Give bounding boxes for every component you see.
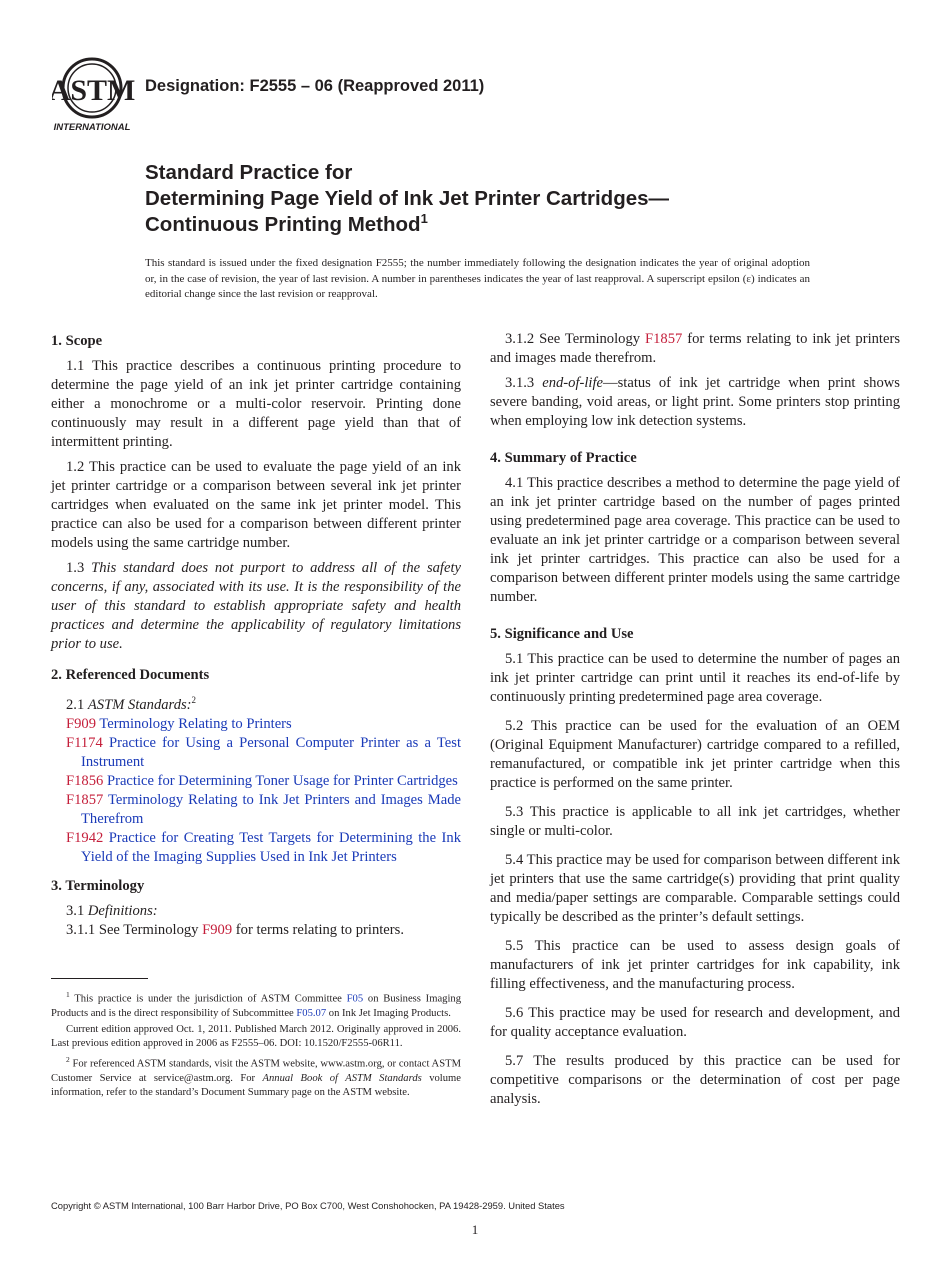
section-heading-scope: 1. Scope — [51, 333, 103, 349]
paragraph-5-5: 5.5 This practice can be used to assess design goals of manufacturers of ink jet printer cartridges for ink capability, ink filling effectiveness, and the manufacturing process. — [490, 938, 900, 992]
reference-code-link[interactable]: F1856 — [66, 772, 104, 789]
footnote-1-text-a: This practice is under the jurisdiction of ASTM Committee — [69, 993, 347, 1005]
paragraph-4-1: 4.1 This practice describes a method to determine the page yield of an ink jet printer cartridge based on the number of pages printed using predetermined page area coverage. This practice can be used to evaluate an ink jet printer cartridge or a comparison between several ink jet printer cartridges. This practice can also be used for a comparison between different printer models using the same cartridge number. — [490, 475, 900, 605]
reference-title-link[interactable]: Terminology Relating to Printers — [99, 715, 292, 732]
paragraph-3-1-number: 3.1 — [66, 902, 88, 919]
title-line-2: Determining Page Yield of Ink Jet Printer Cartridges— — [145, 187, 670, 210]
designation: Designation: F2555 – 06 (Reapproved 2011) — [145, 77, 485, 95]
astm-logo-graphic — [52, 56, 136, 134]
subcommittee-f05-07-link[interactable]: F05.07 — [296, 1007, 327, 1019]
footnote-1-mark: 1 — [66, 990, 70, 999]
reference-code-link[interactable]: F1857 — [66, 791, 104, 808]
title-line-3 — [145, 212, 905, 238]
paragraph-2-1-number: 2.1 — [66, 696, 88, 713]
reference-item — [51, 772, 461, 791]
paragraph-1-3 — [51, 559, 461, 654]
footnote-2-text-b: volume information, refer to the standard’s Document Summary page on the ASTM website. — [51, 1073, 461, 1099]
reference-title-link[interactable]: Practice for Creating Test Targets for Determining the Ink Yield of the Imaging Supplies Used in Ink Jet Printers — [81, 829, 461, 865]
paragraph-3-1-1-post: for terms relating to printers. — [232, 921, 404, 938]
paragraph-1-3-number: 1.3 — [66, 560, 92, 576]
paragraph-5-2: 5.2 This practice can be used for the evaluation of an OEM (Original Equipment Manufacturer) cartridge compared to a refilled, remanufactured, or compatible ink jet printer cartridge when this practice is performed on the same printer. — [490, 718, 900, 791]
terminology-f909-link[interactable]: F909 — [202, 921, 233, 938]
paragraph-2-1 — [51, 691, 461, 715]
paragraph-3-1-2-pre: 3.1.2 See Terminology — [505, 331, 645, 347]
section-heading-summary: 4. Summary of Practice — [490, 450, 637, 466]
title-line-1: Standard Practice for — [145, 161, 353, 184]
paragraph-3-1-2-post: for terms relating to ink jet printers and images made therefrom. — [490, 331, 901, 366]
footnote-1-edition: Current edition approved Oct. 1, 2011. Published March 2012. Originally approved in 2006. Last previous edition approved in 2006 as F2555–06. DOI: 10.1520/F2555-06R11. — [51, 1023, 461, 1050]
paragraph-5-4: 5.4 This practice may be used for comparison between different ink jet printers that use the same cartridge(s) providing that print quality and media/paper settings are comparable. Comparable settings could typically be described as the printer’s default settings. — [490, 852, 900, 925]
paragraph-5-7: 5.7 The results produced by this practice can be used for competitive comparisons or the determination of cost per page analysis. — [490, 1053, 900, 1107]
reference-title-link[interactable]: Practice for Using a Personal Computer Printer as a Test Instrument — [81, 734, 462, 770]
left-column — [51, 330, 461, 940]
paragraph-3-1-2 — [490, 330, 900, 368]
footnote-1-text-c: on Ink Jet Imaging Products. — [326, 1007, 451, 1019]
astm-logo — [52, 56, 136, 134]
footnote-2-text-a: For referenced ASTM standards, visit the ASTM website, www.astm.org, or contact ASTM Customer Service at service@astm.org. For — [51, 1058, 461, 1085]
page-number: 1 — [471, 1222, 479, 1237]
committee-f05-link[interactable]: F05 — [346, 993, 364, 1005]
paragraph-3-1-3-term: end-of-life — [542, 375, 604, 391]
section-heading-referenced-documents: 2. Referenced Documents — [51, 667, 210, 683]
paragraph-1-3-text: This standard does not purport to address all of the safety concerns, if any, associated with its use. It is the responsibility of the user of this standard to establish appropriate safety and health practices and determine the applicability of regulatory limitations prior to use. — [51, 560, 461, 652]
reference-item — [51, 791, 461, 829]
footnote-1 — [51, 988, 461, 1021]
section-heading-terminology: 3. Terminology — [51, 877, 145, 894]
reference-title-link[interactable]: Practice for Determining Toner Usage for Printer Cartridges — [106, 772, 458, 789]
footnotes — [51, 988, 461, 1102]
paragraph-3-1-text: Definitions: — [87, 902, 158, 919]
paragraph-2-1-text: ASTM Standards: — [87, 696, 192, 713]
footnote-divider — [51, 978, 148, 979]
paragraph-5-6: 5.6 This practice may be used for research and development, and for quality acceptance evaluation. — [490, 1005, 900, 1040]
title-line-3-text: Continuous Printing Method — [145, 213, 421, 236]
reference-code-link[interactable]: F909 — [66, 715, 97, 732]
footnote-2-mark: 2 — [66, 1055, 70, 1065]
paragraph-2-1-footnote-mark[interactable]: 2 — [191, 695, 197, 705]
intro-notice: This standard is issued under the fixed designation F2555; the number immediately following the designation indicates the year of original adoption or, in the case of revision, the year of last revision. A number in parentheses indicates the year of last reapproval. A superscript epsilon (ε) indicates an editorial change since the last revision or reapproval. — [145, 257, 810, 300]
footnote-1-text-b: on Business Imaging Products and is the direct responsibility of Subcommittee — [51, 993, 461, 1019]
paragraph-3-1-1-pre: 3.1.1 See Terminology — [66, 921, 203, 938]
paragraph-3-1-1 — [51, 921, 461, 940]
right-column — [490, 330, 900, 1119]
reference-title-link[interactable]: Terminology Relating to Ink Jet Printers and Images Made Therefrom — [81, 791, 462, 827]
document-title — [145, 160, 905, 238]
paragraph-1-2: 1.2 This practice can be used to evaluate the page yield of an ink jet printer cartridge or a comparison between several ink jet printer cartridges when evaluated on the same ink jet printer model. This practice can also be used for a comparison between different printer models using the same cartridge number. — [51, 459, 461, 551]
paragraph-3-1 — [51, 902, 461, 921]
reference-code-link[interactable]: F1942 — [66, 829, 104, 846]
footnote-2-italic: Annual Book of ASTM Standards — [262, 1073, 422, 1085]
paragraph-3-1-3-text: —status of ink jet cartridge when print shows severe banding, void areas, or light print. Some printers stop printing when employing low ink detection systems. — [490, 375, 900, 429]
title-footnote-mark[interactable]: 1 — [420, 211, 428, 227]
paragraph-5-1: 5.1 This practice can be used to determine the number of pages an ink jet printer cartridge can print until it reaches its end-of-life by continuously printing predetermined page area coverage. — [490, 651, 900, 705]
reference-item — [51, 715, 461, 734]
footnote-2 — [51, 1053, 461, 1100]
section-heading-significance: 5. Significance and Use — [490, 626, 634, 642]
logo-subtext: INTERNATIONAL — [53, 122, 131, 133]
terminology-f1857-link[interactable]: F1857 — [644, 331, 683, 347]
reference-item — [51, 829, 461, 867]
paragraph-3-1-3-number: 3.1.3 — [505, 375, 543, 391]
reference-code-link[interactable]: F1174 — [66, 734, 103, 751]
logo-text: ASTM — [52, 74, 136, 107]
reference-item — [51, 734, 461, 772]
copyright-notice: Copyright © ASTM International, 100 Barr Harbor Drive, PO Box C700, West Conshohocken, PA 19428-2959. United States — [51, 1200, 565, 1211]
paragraph-5-3: 5.3 This practice is applicable to all ink jet cartridges, whether single or multi-color. — [490, 804, 900, 839]
paragraph-1-1: 1.1 This practice describes a continuous printing procedure to determine the page yield of an ink jet printer cartridge containing either a monochrome or a multi-color reservoir. Printing done continuously may result in a different page yield than that of intermittent printing. — [51, 358, 461, 450]
paragraph-3-1-3 — [490, 374, 900, 431]
